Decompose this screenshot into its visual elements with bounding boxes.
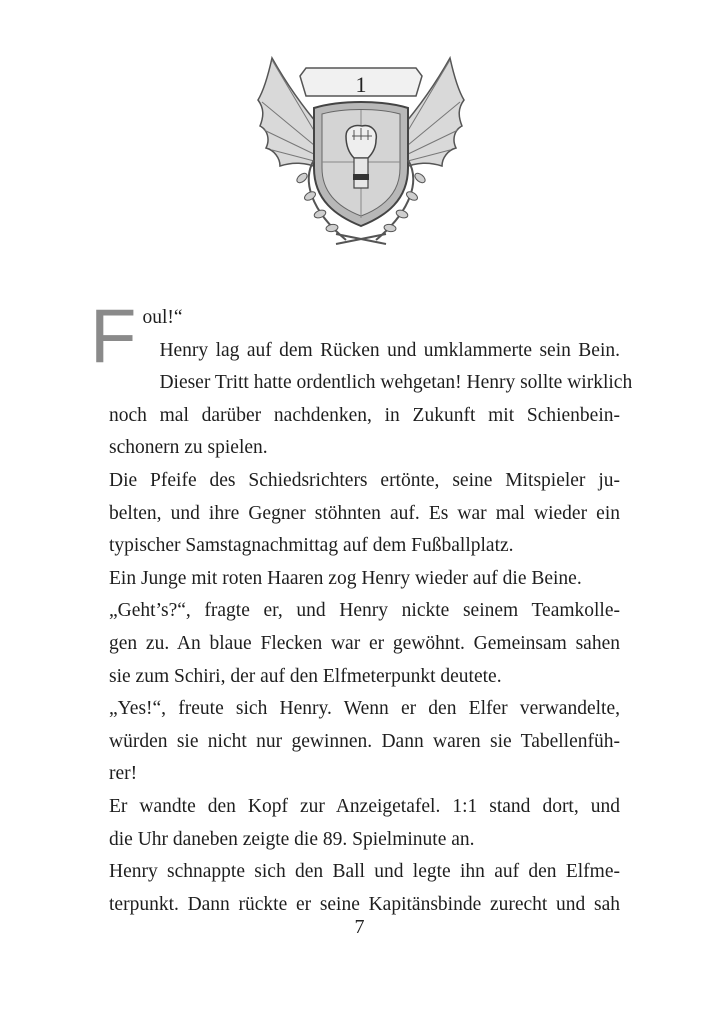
paragraph: [92, 693, 620, 791]
text-line: schonern zu spielen.: [109, 437, 268, 459]
chapter-text: [90, 294, 633, 921]
text-line: die Uhr daneben zeigte die 89. Spielminute an.: [109, 828, 475, 850]
text-line: „Geht’s?“, fragte er, und Henry nickte seinem Teamkolle-: [109, 600, 620, 622]
text-line: sie zum Schiri, der auf den Elfmeterpunkt deutete.: [109, 665, 502, 687]
text-line: Er wandte den Kopf zur Anzeigetafel. 1:1 stand dort, und: [109, 795, 620, 817]
paragraph: [92, 465, 620, 563]
text-line: rer!: [109, 763, 138, 785]
paragraph-list: [92, 335, 633, 922]
opening-line: oul!“: [142, 307, 183, 328]
text-line: Dieser Tritt hatte ordentlich wehgetan! Henry sollte wirklich: [159, 372, 633, 394]
page-number: 7: [354, 916, 365, 938]
text-line: Henry schnappte sich den Ball und legte ihn auf den Elfme-: [109, 861, 620, 883]
text-line: „Yes!“, freute sich Henry. Wenn er den Elfer verwandelte,: [109, 698, 620, 720]
chapter-emblem: [250, 50, 472, 250]
text-line: gen zu. An blaue Flecken war er gewöhnt. Gemeinsam sahen: [109, 632, 620, 654]
text-line: belten, und ihre Gegner stöhnten auf. Es war mal wieder ein: [109, 502, 620, 524]
paragraph: [92, 856, 620, 921]
text-line: terpunkt. Dann rückte er seine Kapitänsbinde zurecht und sah: [109, 893, 620, 915]
text-line: noch mal darüber nachdenken, in Zukunft mit Schienbein-: [109, 404, 620, 426]
drop-cap: F: [90, 294, 137, 379]
paragraph: [92, 595, 620, 693]
winged-shield-emblem-icon: [250, 50, 472, 250]
paragraph: [92, 791, 620, 856]
text-line: Ein Junge mit roten Haaren zog Henry wieder auf die Beine.: [109, 567, 582, 589]
text-line: Henry lag auf dem Rücken und umklammerte sein Bein.: [159, 339, 620, 361]
paragraph: [92, 335, 633, 465]
text-line: typischer Samstagnachmittag auf dem Fußballplatz.: [109, 535, 514, 557]
chapter-number: 1: [355, 72, 367, 97]
paragraph: [92, 563, 620, 596]
text-line: würden sie nicht nur gewinnen. Dann waren sie Tabellenfüh-: [109, 730, 620, 752]
text-line: Die Pfeife des Schiedsrichters ertönte, seine Mitspieler ju-: [109, 469, 620, 491]
